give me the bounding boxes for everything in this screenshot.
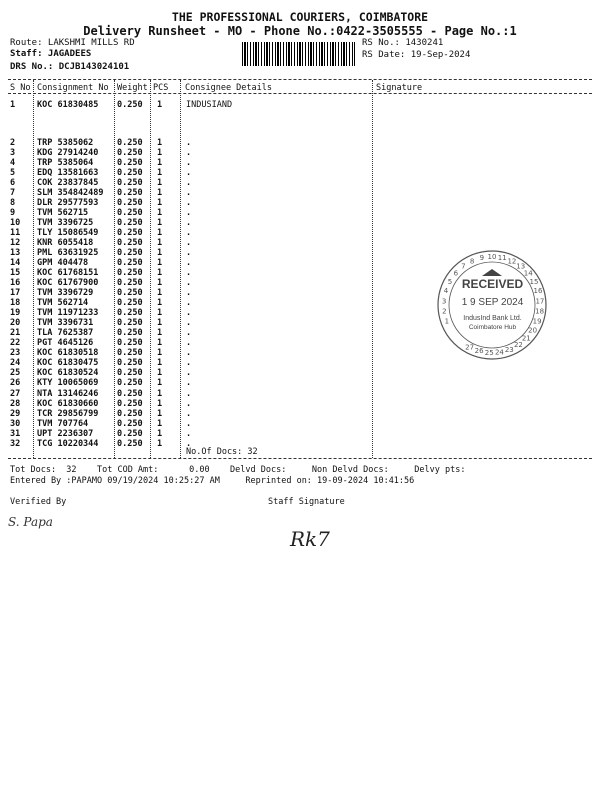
table-row xyxy=(0,198,600,208)
table-row xyxy=(0,138,600,148)
row-consignment: KOC 61767900 xyxy=(37,278,99,289)
row-consignee-mark: . xyxy=(186,308,192,319)
stamp-hub: Coimbatore Hub xyxy=(468,324,517,331)
row-pcs: 1 xyxy=(157,288,163,299)
row-sno: 22 xyxy=(10,338,21,349)
table-row xyxy=(0,238,600,248)
row-consignment: TVM 562715 xyxy=(37,208,89,219)
row-pcs: 1 xyxy=(157,178,163,189)
row-consignment: KOC 61830524 xyxy=(37,368,99,379)
row-consignee-mark: . xyxy=(186,238,192,249)
stamp-dial-number: 4 xyxy=(443,287,449,296)
table-row xyxy=(0,419,600,429)
col-header-pcs: PCS xyxy=(153,83,169,93)
row-consignment: KOC 61768151 xyxy=(37,268,99,279)
row-consignment: TVM 3396731 xyxy=(37,318,94,329)
row-sno: 29 xyxy=(10,408,21,419)
row-pcs: 1 xyxy=(157,398,163,409)
row-consignee-mark: . xyxy=(186,398,192,409)
stamp-dial-number: 14 xyxy=(523,269,533,278)
row-pcs: 1 xyxy=(157,268,163,279)
row-weight: 0.250 xyxy=(117,268,143,279)
row-pcs: 1 xyxy=(157,388,163,399)
stamp-dial-number: 6 xyxy=(453,269,459,278)
stamp-dial-number: 16 xyxy=(533,287,543,296)
row-weight: 0.250 xyxy=(117,188,143,199)
row-pcs: 1 xyxy=(157,198,163,209)
row-sno: 1 xyxy=(10,100,16,110)
table-row xyxy=(0,148,600,158)
row-consignee-mark: . xyxy=(186,348,192,359)
staff-label: Staff: JAGADEES xyxy=(10,49,92,59)
row-weight: 0.250 xyxy=(117,148,143,159)
staff-signature: Rk7 xyxy=(290,527,330,551)
row-pcs: 1 xyxy=(157,348,163,359)
row-consignment: NTA 13146246 xyxy=(37,388,99,399)
table-row xyxy=(0,409,600,419)
row-consignment: TRP 5385064 xyxy=(37,158,94,169)
row-pcs: 1 xyxy=(157,208,163,219)
row-weight: 0.250 xyxy=(117,418,143,429)
stamp-dial-number: 20 xyxy=(528,326,538,335)
row-consignee-mark: . xyxy=(186,228,192,239)
row-weight: 0.250 xyxy=(117,408,143,419)
row-pcs: 1 xyxy=(157,278,163,289)
row-consignee-mark: . xyxy=(186,218,192,229)
stamp-dial-number: 13 xyxy=(516,262,526,271)
col-header-sno: S No xyxy=(10,83,31,93)
row-pcs: 1 xyxy=(157,438,163,449)
rs-date: RS Date: 19-Sep-2024 xyxy=(362,50,471,60)
table-row xyxy=(0,178,600,188)
row-consignee-mark: . xyxy=(186,198,192,209)
row-weight: 0.250 xyxy=(117,258,143,269)
row-weight: 0.250 xyxy=(117,178,143,189)
route-label: Route: LAKSHMI MILLS RD xyxy=(10,38,135,48)
stamp-dial-number: 12 xyxy=(507,257,517,266)
row-weight: 0.250 xyxy=(117,338,143,349)
row-sno: 2 xyxy=(10,138,16,148)
table-row xyxy=(0,368,600,378)
barcode-image xyxy=(242,42,355,66)
row-consignee-mark: . xyxy=(186,338,192,349)
row-sno: 3 xyxy=(10,148,16,159)
row-consignment: COK 23837845 xyxy=(37,178,99,189)
row-consignment: UPT 2236307 xyxy=(37,428,94,439)
row-weight: 0.250 xyxy=(117,328,143,339)
table-top-rule xyxy=(8,79,592,80)
col-header-signature: Signature xyxy=(376,83,423,93)
row-weight: 0.250 xyxy=(117,378,143,389)
row-consignee-mark: . xyxy=(186,138,192,148)
col-header-weight: Weight xyxy=(117,83,148,93)
row-weight: 0.250 xyxy=(117,348,143,359)
row-consignment: TCG 10220344 xyxy=(37,438,99,449)
row-sno: 11 xyxy=(10,228,21,239)
row-pcs: 1 xyxy=(157,358,163,369)
stamp-dial-number: 3 xyxy=(441,297,447,306)
row-sno: 8 xyxy=(10,198,16,209)
footer-rule xyxy=(8,458,592,459)
row-consignee-mark: . xyxy=(186,258,192,269)
row-weight: 0.250 xyxy=(117,238,143,249)
row-sno: 7 xyxy=(10,188,16,199)
row-consignment: TVM 11971233 xyxy=(37,308,99,319)
row-weight: 0.250 xyxy=(117,428,143,439)
row-weight: 0.250 xyxy=(117,278,143,289)
row-consignee-mark: . xyxy=(186,168,192,179)
table-header-rule xyxy=(8,93,592,94)
row-sno: 28 xyxy=(10,398,21,409)
row-sno: 21 xyxy=(10,328,21,339)
stamp-dial-number: 27 xyxy=(465,343,475,352)
table-row xyxy=(0,218,600,228)
row-sno: 4 xyxy=(10,158,16,169)
row-consignment: TVM 3396729 xyxy=(37,288,94,299)
row-sno: 12 xyxy=(10,238,21,249)
row-sno: 20 xyxy=(10,318,21,329)
row-consignee-mark: . xyxy=(186,208,192,219)
row-consignment: KOC 61830485 xyxy=(37,100,99,110)
row-consignment: TLA 7625387 xyxy=(37,328,94,339)
stamp-dial-number: 24 xyxy=(494,348,504,357)
row-pcs: 1 xyxy=(157,308,163,319)
row-consignment: EDQ 13581663 xyxy=(37,168,99,179)
row-sno: 31 xyxy=(10,428,21,439)
row-consignment: TVM 562714 xyxy=(37,298,89,309)
verified-signature: S. Papa xyxy=(8,515,53,529)
row-consignment: TVM 707764 xyxy=(37,418,89,429)
row-weight: 0.250 xyxy=(117,248,143,259)
row-consignee-mark: . xyxy=(186,188,192,199)
received-stamp xyxy=(430,250,555,360)
row-pcs: 1 xyxy=(157,158,163,169)
table-row xyxy=(0,389,600,399)
row-consignee-mark: . xyxy=(186,268,192,279)
row-consignment: KOC 61830518 xyxy=(37,348,99,359)
stamp-dial-number: 2 xyxy=(442,307,447,316)
table-row xyxy=(0,188,600,198)
row-sno: 25 xyxy=(10,368,21,379)
stamp-dial-number: 26 xyxy=(474,347,484,356)
row-consignee-mark: . xyxy=(186,318,192,329)
row-consignee-mark: . xyxy=(186,378,192,389)
row-pcs: 1 xyxy=(157,100,163,110)
stamp-bank-name: IndusInd Bank Ltd. xyxy=(463,315,522,322)
row-consignee-mark: . xyxy=(186,178,192,189)
row-consignment: GPM 404478 xyxy=(37,258,89,269)
row-weight: 0.250 xyxy=(117,208,143,219)
totals-line: Tot Docs: 32 Tot COD Amt: 0.00 Delvd Docs: Non Delvd Docs: Delvy pts: xyxy=(10,465,466,475)
verified-by-label: Verified By xyxy=(10,497,67,507)
row-pcs: 1 xyxy=(157,218,163,229)
stamp-dial-number: 19 xyxy=(532,317,542,326)
row-pcs: 1 xyxy=(157,418,163,429)
row-weight: 0.250 xyxy=(117,368,143,379)
row-sno: 10 xyxy=(10,218,21,229)
table-row xyxy=(0,378,600,388)
row-sno: 27 xyxy=(10,388,21,399)
table-row xyxy=(0,158,600,168)
row-sno: 23 xyxy=(10,348,21,359)
row-consignee-mark: . xyxy=(186,298,192,309)
stamp-dial-number: 5 xyxy=(447,277,453,286)
row-weight: 0.250 xyxy=(117,398,143,409)
row-consignment: TVM 3396725 xyxy=(37,218,94,229)
row-consignee-mark: . xyxy=(186,388,192,399)
company-title: THE PROFESSIONAL COURIERS, COIMBATORE xyxy=(171,10,429,24)
stamp-dial-number: 9 xyxy=(479,254,485,263)
table-row xyxy=(0,399,600,409)
row-pcs: 1 xyxy=(157,338,163,349)
row-sno: 5 xyxy=(10,168,16,179)
row-weight: 0.250 xyxy=(117,288,143,299)
row-sno: 32 xyxy=(10,438,21,449)
table-row xyxy=(0,439,600,449)
row-pcs: 1 xyxy=(157,188,163,199)
row-consignee-mark: . xyxy=(186,278,192,289)
row-pcs: 1 xyxy=(157,238,163,249)
row-weight: 0.250 xyxy=(117,388,143,399)
row-consignee-mark: . xyxy=(186,158,192,169)
row-consignee-mark: . xyxy=(186,418,192,429)
row-weight: 0.250 xyxy=(117,100,143,110)
docs-count: No.Of Docs: 32 xyxy=(186,447,258,457)
row-pcs: 1 xyxy=(157,138,163,148)
row-weight: 0.250 xyxy=(117,168,143,179)
row-sno: 14 xyxy=(10,258,21,269)
stamp-received-text: RECEIVED xyxy=(461,277,524,291)
stamp-dial-number: 18 xyxy=(535,307,545,316)
stamp-dial-number: 11 xyxy=(497,254,507,263)
row-pcs: 1 xyxy=(157,318,163,329)
row-consignment: KDG 27914240 xyxy=(37,148,99,159)
row-pcs: 1 xyxy=(157,368,163,379)
stamp-dial-number: 17 xyxy=(535,297,545,306)
row-consignment: TCR 29856799 xyxy=(37,408,99,419)
row-pcs: 1 xyxy=(157,378,163,389)
table-row xyxy=(0,228,600,238)
row-weight: 0.250 xyxy=(117,358,143,369)
col-header-consignment: Consignment No xyxy=(37,83,109,93)
row-consignee-mark: . xyxy=(186,368,192,379)
row-pcs: 1 xyxy=(157,298,163,309)
row-sno: 26 xyxy=(10,378,21,389)
row-consignment: SLM 354842489 xyxy=(37,188,104,199)
row-pcs: 1 xyxy=(157,428,163,439)
row-pcs: 1 xyxy=(157,148,163,159)
row-consignment: KNR 6055418 xyxy=(37,238,94,249)
row-weight: 0.250 xyxy=(117,198,143,209)
row-sno: 6 xyxy=(10,178,16,189)
row-sno: 30 xyxy=(10,418,21,429)
row-consignee-mark: . xyxy=(186,428,192,439)
row-consignment: PGT 4645126 xyxy=(37,338,94,349)
stamp-dial-number: 1 xyxy=(444,317,450,326)
row-consignment: KTY 10065069 xyxy=(37,378,99,389)
stamp-dial-number: 8 xyxy=(469,257,475,266)
rs-number: RS No.: 1430241 xyxy=(362,38,444,48)
stamp-date: 1 9 SEP 2024 xyxy=(461,297,524,308)
row-weight: 0.250 xyxy=(117,438,143,449)
drs-number: DRS No.: DCJB143024101 xyxy=(10,62,130,72)
entered-line: Entered By :PAPAMO 09/19/2024 10:25:27 AM Reprinted on: 19-09-2024 10:41:56 xyxy=(10,476,415,486)
stamp-dial-number: 22 xyxy=(513,341,523,350)
row-pcs: 1 xyxy=(157,408,163,419)
row-consignment: KOC 61830660 xyxy=(37,398,99,409)
runsheet-subtitle: Delivery Runsheet - MO - Phone No.:0422-3505555 - Page No.:1 xyxy=(83,24,517,38)
row-sno: 19 xyxy=(10,308,21,319)
row-weight: 0.250 xyxy=(117,298,143,309)
stamp-dial-number: 23 xyxy=(504,345,514,354)
row-weight: 0.250 xyxy=(117,228,143,239)
row-sno: 18 xyxy=(10,298,21,309)
row-sno: 17 xyxy=(10,288,21,299)
stamp-dial-number: 7 xyxy=(461,262,466,271)
row-weight: 0.250 xyxy=(117,158,143,169)
stamp-dial-number: 25 xyxy=(484,348,494,357)
stamp-dial-number: 10 xyxy=(487,253,497,261)
row-pcs: 1 xyxy=(157,248,163,259)
row-weight: 0.250 xyxy=(117,308,143,319)
staff-signature-label: Staff Signature xyxy=(268,497,345,507)
row-weight: 0.250 xyxy=(117,138,143,148)
row-consignee: INDUSIAND xyxy=(186,100,233,110)
row-consignment: KOC 61830475 xyxy=(37,358,99,369)
row-pcs: 1 xyxy=(157,168,163,179)
row-consignee-mark: . xyxy=(186,288,192,299)
row-consignment: TRP 5385062 xyxy=(37,138,94,148)
col-header-consignee: Consignee Details xyxy=(185,83,272,93)
row-pcs: 1 xyxy=(157,258,163,269)
row-sno: 24 xyxy=(10,358,21,369)
row-weight: 0.250 xyxy=(117,318,143,329)
table-row xyxy=(0,100,600,110)
row-weight: 0.250 xyxy=(117,218,143,229)
row-sno: 9 xyxy=(10,208,16,219)
row-consignment: PML 63631925 xyxy=(37,248,99,259)
row-sno: 16 xyxy=(10,278,21,289)
row-consignee-mark: . xyxy=(186,438,192,449)
row-consignee-mark: . xyxy=(186,328,192,339)
row-sno: 13 xyxy=(10,248,21,259)
row-consignment: TLY 15086549 xyxy=(37,228,99,239)
row-pcs: 1 xyxy=(157,228,163,239)
row-consignee-mark: . xyxy=(186,358,192,369)
row-consignee-mark: . xyxy=(186,148,192,159)
row-pcs: 1 xyxy=(157,328,163,339)
stamp-dial-number: 15 xyxy=(529,277,539,286)
stamp-dial-number: 21 xyxy=(521,334,531,343)
table-row xyxy=(0,429,600,439)
row-consignee-mark: . xyxy=(186,408,192,419)
row-sno: 15 xyxy=(10,268,21,279)
row-consignee-mark: . xyxy=(186,248,192,259)
table-row xyxy=(0,208,600,218)
table-row xyxy=(0,168,600,178)
row-consignment: DLR 29577593 xyxy=(37,198,99,209)
